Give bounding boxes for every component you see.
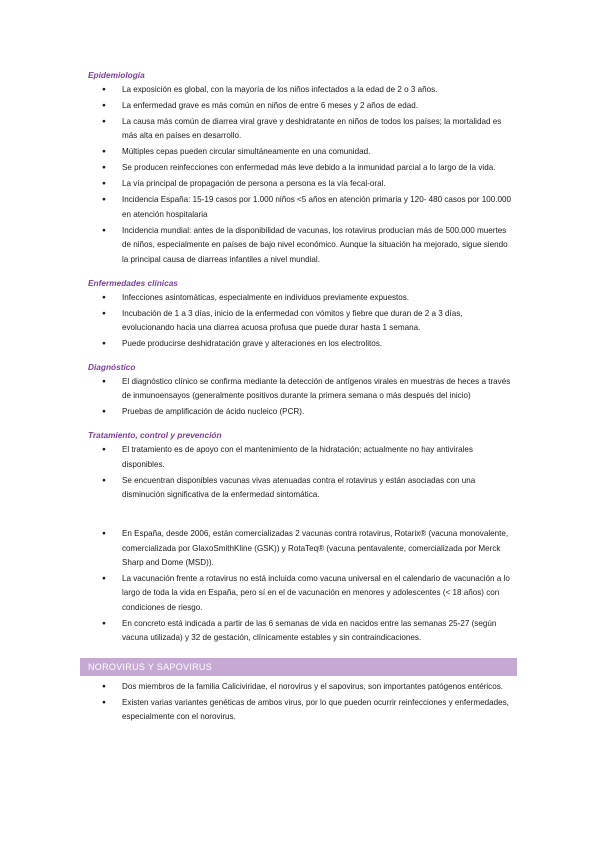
- list-item: ● En concreto está indicada a partir de las 6 semanas de vida en nacidos entre las semanas 25-27 (según vacuna utilizada) y 32 de gestación, clínicamente estables y sin contraindicaciones.: [122, 617, 514, 646]
- bullet-list: [0, 443, 599, 502]
- list-item: ● Existen varias variantes genéticas de ambos virus, por lo que pueden ocurrir reinfecciones y enfermedades, especialmente con el norovirus.: [122, 696, 514, 725]
- list-item: ● El tratamiento es de apoyo con el mantenimiento de la hidratación; actualmente no hay antivirales disponibles.: [122, 443, 514, 472]
- list-item: ● La enfermedad grave es más común en niños de entre 6 meses y 2 años de edad.: [122, 99, 514, 113]
- section-heading: Diagnóstico: [88, 362, 136, 373]
- bullet-list: [0, 83, 599, 267]
- bullet-list: [0, 291, 599, 352]
- list-item: ● Pruebas de amplificación de ácido nucleico (PCR).: [122, 405, 514, 419]
- list-item: ● La vía principal de propagación de persona a persona es la vía fecal-oral.: [122, 177, 514, 191]
- section-heading: Enfermedades clínicas: [88, 277, 178, 288]
- list-item: ● El diagnóstico clínico se confirma mediante la detección de antígenos virales en muestras de heces a través de inmunoensayos (generalmente positivos durante la primera semana o más después del inicio): [122, 375, 514, 404]
- list-item: ● Incubación de 1 a 3 días, inicio de la enfermedad con vómitos y fiebre que duran de 2 a 3 días, evolucionando hacia una diarrea acuosa profusa que puede durar hasta 1 semana.: [122, 307, 514, 336]
- section-diagnostico: [0, 362, 599, 420]
- section-banner-norovirus: NOROVIRUS Y SAPOVIRUS: [80, 658, 517, 676]
- section-heading: Tratamiento, control y prevención: [88, 430, 222, 441]
- bullet-list: [0, 527, 599, 645]
- section-enfermedades-clinicas: [0, 278, 599, 352]
- list-item: ● Múltiples cepas pueden circular simultáneamente en una comunidad.: [122, 145, 514, 159]
- list-item: ● Infecciones asintomáticas, especialmente en individuos previamente expuestos.: [122, 291, 514, 305]
- list-item: ● Puede producirse deshidratación grave y alteraciones en los electrolitos.: [122, 337, 514, 351]
- list-item: ● La vacunación frente a rotavirus no está incluida como vacuna universal en el calendario de vacunación a lo largo de toda la vida en España, pero sí en el de vacunación en menores y adolescentes (< 18 años) con condiciones de riesgo.: [122, 572, 514, 615]
- section-heading: Epidemiología: [88, 70, 145, 80]
- section-epidemiologia: [0, 70, 599, 267]
- list-item: ● La exposición es global, con la mayoría de los niños infectados a la edad de 2 o 3 años.: [122, 83, 514, 97]
- list-item: ● Se encuentran disponibles vacunas vivas atenuadas contra el rotavirus y están asociadas con una disminución significativa de la enfermedad sintomática.: [122, 474, 514, 503]
- list-item: ● Incidencia España: 15-19 casos por 1.000 niños <5 años en atención primaria y 120- 480 casos por 100.000 en atención hospitalaria: [122, 193, 514, 222]
- document-content: [0, 70, 599, 726]
- list-item: ● Dos miembros de la familia Caliciviridae, el norovirus y el sapovirus, son importantes patógenos entéricos.: [122, 680, 514, 694]
- list-item: ● La causa más común de diarrea viral grave y deshidratante en niños de todos los países; la mortalidad es más alta en países en desarrollo.: [122, 115, 514, 144]
- section-tratamiento: [0, 430, 599, 645]
- list-item: ● En España, desde 2006, están comercializadas 2 vacunas contra rotavirus, Rotarix® (vacuna monovalente, comercializada por GlaxoSmithKline (GSK)) y RotaTeq® (vacuna pentavalente, comercializada por Merck Sharp and Dome (MSD)).: [122, 527, 514, 570]
- list-item: ● Incidencia mundial: antes de la disponibilidad de vacunas, los rotavirus producían más de 500.000 muertes de niños, especialmente en países de bajo nivel económico. Aunque la situación ha mejorado, sigue siendo la principal causa de diarreas infantiles a nivel mundial.: [122, 224, 514, 267]
- bullet-list: [0, 375, 599, 420]
- bullet-list: [0, 680, 599, 725]
- list-item: ● Se producen reinfecciones con enfermedad más leve debido a la inmunidad parcial a lo largo de la vida.: [122, 161, 514, 175]
